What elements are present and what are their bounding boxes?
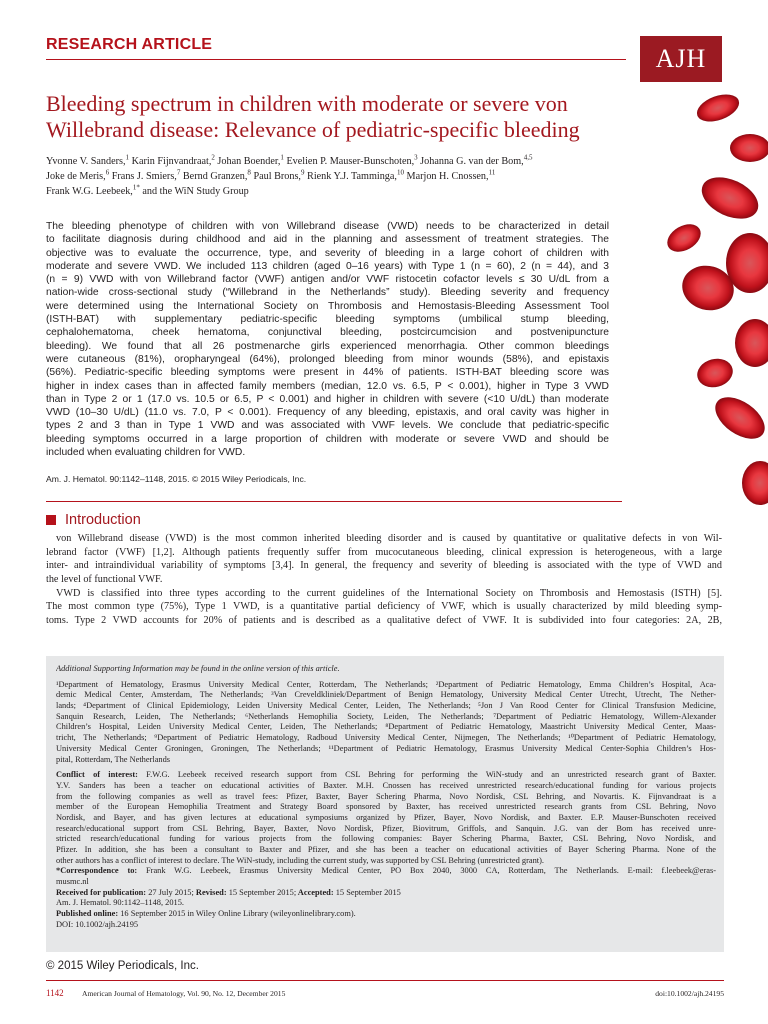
correspondence-line: musmc.nl [56, 877, 89, 887]
author-affiliation-mark: 8 [247, 168, 251, 177]
author-name: Johanna G. van der Bom, [417, 156, 524, 167]
author-affiliation-mark: 2 [211, 153, 215, 162]
affiliation-line: tricht, The Netherlands; ⁹Department of Pediatric Hematology, Radboud University Medical Center, Nijmegen, The Netherlands; ¹⁰Department of Pediatric Hematology, [56, 733, 716, 743]
title-line: Willebrand disease: Relevance of pediatric-specific bleeding [46, 117, 580, 142]
introduction-body [46, 532, 722, 628]
correspondence [56, 866, 716, 887]
correspondence-line: *Correspondence to: Frank W.G. Leebeek, Erasmus University Medical Center, PO Box 2040, 3000 CA, Rotterdam, The Netherlands. E-mail: f.leebeek@eras- [56, 866, 716, 876]
section-heading-introduction [46, 512, 141, 528]
journal-logo: AJH [640, 36, 722, 82]
author-affiliation-mark: 1 [280, 153, 284, 162]
intro-line: toms. Type 2 VWD accounts for 20% of patients and is described as a qualitative defect of VWF. It is subdivided into four categories: 2A, 2B, [46, 615, 722, 627]
section-marker-icon [46, 515, 56, 525]
author-name: Bernd Granzen, [180, 171, 248, 182]
abstract-line: (n = 9) VWD with von Willebrand factor (VWF) antigen and/or VWF ristocetin cofactor levels ≤ 30 U/dL from a [46, 274, 609, 286]
author-affiliation-mark: 6 [105, 168, 110, 177]
conflict-label: Conflict of interest: [56, 770, 138, 780]
title-line: Bleeding spectrum in children with moderate or severe von [46, 91, 568, 116]
abstract-line: included when evaluating children for VWD. [46, 447, 246, 459]
blood-cell-9 [708, 389, 768, 447]
blood-cell-10 [742, 461, 768, 505]
intro-line: the level of functional VWF. [46, 574, 163, 586]
abstract-line: (ISTH-BAT) with supplementary pediatric-specific bleeding symptoms (umbilical stump bleeding, [46, 314, 609, 326]
affiliations [56, 680, 716, 766]
author-affiliation-mark: 1* [132, 183, 140, 192]
kicker-rule [46, 59, 626, 60]
intro-line: The most common type (75%), Type 1 VWD, is a quantitative partial deficiency of VWF, which is usually characterized by mild bleeding symp- [46, 601, 722, 613]
author-affiliation-mark: 9 [300, 168, 305, 177]
conflict-line: Pfizer. In addition, she has been a consultant to Baxter and Pfizer, and she has been a teacher on educational activities of Bayer Schering Pharma. None of the [56, 845, 716, 854]
conflict-line: other authors has a conflict of interest to declare. The WiN-study, including the current study, was supported by CSL Behring (unrestricted grant). [56, 855, 544, 865]
footer-doi: doi:10.1002/ajh.24195 [655, 989, 724, 998]
author-affiliation-mark: 10 [396, 168, 404, 177]
section-heading-label: Introduction [65, 512, 141, 528]
author-name: Karin Fijnvandraat, [129, 156, 212, 167]
abstract-line: moderate and severe VWD. We included 113 children (aged 0–16 years) with Type 1 (n = 60), 2 (n = 44), and 3 [46, 260, 609, 272]
abstract-line: cephalohematoma, cheek hematoma, conjunctival bleeding, postcircumcision and postvenipuncture [46, 327, 609, 339]
footer-rule [46, 980, 724, 981]
intro-line: VWD is classified into three types according to the current guidelines of the International Society on Thrombosis and Hemostasis (ISTH) [5]. [56, 587, 722, 599]
abstract-line: (56%). Pediatric-specific bleeding symptoms were present in 44% of patients. ISTH-BAT bleeding score was [46, 367, 609, 379]
author-affiliation-mark: 11 [488, 168, 496, 177]
affiliation-line: ¹Department of Hematology, Erasmus University Medical Center, Rotterdam, The Netherlands; ²Department of Pediatric Hematology, Emma Children’s Hospital, Aca- [56, 679, 716, 689]
footer-journal: American Journal of Hematology, Vol. 90, No. 12, December 2015 [82, 989, 286, 998]
abstract-line: VWD (10–30 U/dL) (11.0 vs. 7.0, P < 0.001). Frequency of any bleeding, epistaxis, and oral cavity was higher in [46, 407, 609, 419]
blood-cell-8 [694, 355, 736, 391]
blood-cell-1 [693, 89, 743, 127]
abstract-line: types 2 and 3 than in Type 1 VWD and was associated with VWF levels. We conclude that pediatric-specific [46, 420, 609, 432]
author-list [46, 154, 606, 199]
abstract-line: objective was to evaluate the occurrence, type, and severity of bleeding in a large cohort of children with [46, 247, 609, 259]
footnotes [56, 664, 716, 931]
affiliation-line: University Medical Center Groningen, Groningen, The Netherlands; ¹¹Department of Pediatric Hematology, Erasmus University Medical Center-Sophia Children’s Hos- [56, 743, 716, 753]
abstract-line: were determined using the International Society on Thrombosis and Hemostasis-Bleeding Assessment Tool [46, 300, 609, 312]
author-affiliation-mark: 4,5 [523, 153, 533, 162]
author-name: Frank W.G. Leebeek, [46, 186, 133, 197]
supporting-info-note: Additional Supporting Information may be found in the online version of this article. [56, 664, 340, 673]
affiliation-line: lands; ⁴Department of Clinical Epidemiology, Leiden University Medical Center, Leiden, The Netherlands; ⁵Jon J Van Rood Center for Clinical Transfusion Medicine, [56, 701, 716, 711]
article-kicker: RESEARCH ARTICLE [46, 36, 213, 53]
author-affiliation-mark: 7 [176, 168, 181, 177]
red-blood-cells-illustration [600, 88, 768, 508]
author-name: Yvonne V. Sanders, [46, 156, 126, 167]
citation-line: Am. J. Hematol. 90:1142–1148, 2015. © 2015 Wiley Periodicals, Inc. [46, 474, 307, 484]
author-affiliation-mark: 3 [414, 153, 418, 162]
abstract-rule [46, 501, 622, 502]
abstract-line: than in Type 2 or 1 (17.0 vs. 10.5 or 6.5, P < 0.001) and higher in children with severe (<10 U/dL) than moderate [46, 393, 609, 405]
author-name: Paul Brons, [250, 171, 301, 182]
author-name: Johan Boender, [214, 156, 281, 167]
intro-line: von Willebrand disease (VWD) is the most common inherited bleeding disorder and is caused by quantitative or qualitative defects in von Wil- [56, 533, 722, 544]
affiliation-line: demic Medical Center, Amsterdam, The Netherlands; ³Van Creveldkliniek/Department of Benign Hematology, University Medical Center Utrecht, Utrecht, The Nether- [56, 690, 716, 700]
page-number: 1142 [46, 988, 64, 998]
affiliation-line: Sanquin Research, Leiden, The Netherlands; ⁶Netherlands Hemophilia Society, Leiden, The Netherlands; ⁷Department of Pediatric Hematology, Willem-Alexander [56, 711, 716, 721]
conflict-line: member of the European Hemophilia Treatment and Strategy Board sponsored by Baxter, has received unrestricted research grants from CSL Behring, Novo [56, 802, 716, 812]
blood-cell-2 [730, 134, 768, 162]
conflict-line: stricted research/educational funding for various projects from the following companies: Bayer Schering Pharma, Baxter, CSL Behring, Novo Nordisk, and [56, 834, 716, 844]
conflict-line: research/educational support from CSL Behring, Bayer, Baxter, Novo Nordisk, Pfizer, Biovitrum, Griffols, and Sanquin. J.G. van der Bom has received unre- [56, 823, 716, 833]
doi-line: DOI: 10.1002/ajh.24195 [56, 919, 139, 929]
copyright-notice: © 2015 Wiley Periodicals, Inc. [46, 960, 199, 972]
conflict-line: Nordisk, and Bayer, and has given lectures at educational symposiums organized by Pfizer, Bayer, Novo Nordisk, and Baxter. E.P. Mauser-Bunschoten received [56, 812, 716, 822]
intro-line: lebrand factor (VWF) [1,2]. Although patients frequently suffer from mucocutaneous bleeding, clinical expression is heterogeneous, with a large [46, 546, 722, 558]
published-line: Published online: 16 September 2015 in Wiley Online Library (wileyonlinelibrary.com). [56, 909, 356, 919]
journal-line: Am. J. Hematol. 90:1142–1148, 2015. [56, 898, 185, 908]
author-name: Joke de Meris, [46, 171, 106, 182]
author-name: Rienk Y.J. Tamminga, [304, 171, 397, 182]
conflict-line: from the following companies as well as travel fees: Pfizer, Baxter, Bayer Schering Pharma, Novo Nordisk, CSL Behring, and Novartis. K. Fijnvandraat is a [56, 791, 716, 801]
conflict-line: Conflict of interest: F.W.G. Leebeek received research support from CSL Behring for performing the WiN-study and an unrestricted research grant of Baxter. [56, 770, 716, 780]
conflict-of-interest [56, 770, 716, 866]
author-name: Frans J. Smiers, [109, 171, 177, 182]
dates-line: Received for publication: 27 July 2015; Revised: 15 September 2015; Accepted: 15 September 2015 [56, 887, 401, 897]
abstract-line: bleeding symptoms occurred in a large proportion of children with moderate or severe VWD and should be [46, 433, 609, 445]
author-name: and the WiN Study Group [139, 186, 249, 197]
author-name: Marjon H. Cnossen, [403, 171, 489, 182]
affiliation-line: Children’s Hospital, Leiden University Medical Center, Leiden, The Netherlands; ⁸Department of Pediatric Hematology, Maastricht University Medical Center, Maas- [56, 722, 716, 732]
abstract-line: The bleeding phenotype of children with von Willebrand disease (VWD) needs to be characterized in detail [46, 221, 609, 232]
affiliation-line: pital, Rotterdam, The Netherlands [56, 754, 171, 764]
abstract-line: nation-wide cross-sectional study (“Willebrand in the Netherlands” study). Bleeding severity and frequency [46, 287, 609, 299]
intro-line: inter- and intraindividual variability of symptoms [3,4]. In general, the frequency and severity of bleeding is associated with the type of VWD and [46, 560, 722, 572]
author-affiliation-mark: 1 [125, 153, 130, 162]
author-name: Evelien P. Mauser-Bunschoten, [283, 156, 415, 167]
abstract-line: bleeding). We found that all 26 postmenarche girls experienced menorrhagia. Other common bleedings [46, 340, 609, 352]
blood-cell-4 [662, 219, 705, 258]
conflict-line: Y.V. Sanders has been a teacher on educational activities of Baxter. M.H. Cnossen has received unrestricted research/educational funding for various projects [56, 780, 716, 790]
correspondence-label: *Correspondence to: [56, 866, 138, 876]
blood-cell-3 [695, 169, 765, 227]
abstract-line: were cutaneous (81%), oropharyngeal (64%), prolonged bleeding from minor wounds (58%), and epistaxis [46, 353, 609, 365]
article-title [46, 91, 606, 143]
abstract [46, 220, 609, 459]
abstract-line: higher in index cases than in affected family members (median, 12.0 vs. 6.5, P < 0.001), higher in Type 3 VWD [46, 380, 609, 392]
abstract-line: to facilitate diagnosis during childhood and aid in the planning and assessment of treatment strategies. The [46, 234, 609, 246]
blood-cell-7 [735, 319, 768, 367]
